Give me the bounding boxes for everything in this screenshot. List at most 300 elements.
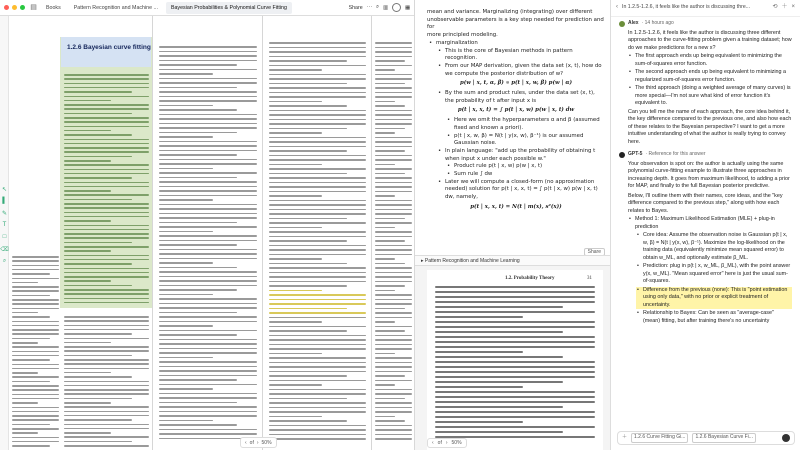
tab-books[interactable]: Books xyxy=(46,4,61,11)
text-line xyxy=(159,240,257,242)
text-line xyxy=(159,366,257,368)
minimize-window-button[interactable] xyxy=(12,5,17,10)
text-line xyxy=(375,218,405,220)
text-line xyxy=(64,225,149,227)
search-icon[interactable]: ⌕ xyxy=(376,4,379,10)
text-line xyxy=(269,312,366,314)
pdf-page-controls xyxy=(240,437,277,448)
text-line xyxy=(375,267,412,269)
text-line xyxy=(12,260,59,262)
text-line xyxy=(64,411,149,413)
marginalization-list xyxy=(436,48,605,79)
text-line xyxy=(64,415,149,417)
text-line xyxy=(159,388,213,390)
pdf-page-4 xyxy=(372,16,414,450)
chat-pane xyxy=(610,0,800,450)
text-line xyxy=(12,428,59,430)
text-line xyxy=(375,83,405,85)
text-line xyxy=(64,355,132,357)
text-line xyxy=(12,333,59,335)
text-line xyxy=(435,346,595,348)
text-line xyxy=(269,150,347,152)
text-line xyxy=(435,426,595,428)
assistant-message-body xyxy=(619,161,792,326)
text-line xyxy=(64,207,149,209)
attach-icon[interactable]: ＋ xyxy=(622,434,628,441)
text-line xyxy=(269,344,366,346)
text-line xyxy=(375,335,412,337)
text-line xyxy=(159,361,257,363)
user-point: • The third approach (doing a weighted average of many curves) is more special—I'm not sure what kind of error function it's equivalent to. xyxy=(628,85,792,108)
text-line xyxy=(12,338,50,340)
text-line xyxy=(64,316,149,318)
text-line xyxy=(64,302,149,304)
text-line xyxy=(12,372,38,374)
text-line xyxy=(375,299,412,301)
text-line xyxy=(375,393,412,395)
text-line xyxy=(12,316,50,318)
text-line xyxy=(269,380,366,382)
text-line xyxy=(64,177,132,179)
text-line xyxy=(64,87,149,89)
text-line xyxy=(12,342,38,344)
text-line xyxy=(64,199,132,201)
text-line xyxy=(375,290,395,292)
text-line xyxy=(435,331,563,333)
text-line xyxy=(12,346,59,348)
panel-icon[interactable]: ▥ xyxy=(382,4,388,11)
text-line xyxy=(269,164,322,166)
text-line xyxy=(375,236,412,238)
maximize-window-button[interactable] xyxy=(20,5,25,10)
text-line xyxy=(12,364,59,366)
section-title: 1.2.6 Bayesian curve fitting xyxy=(67,44,151,51)
intro-line: mean and variance. Marginalizing (integrating) over different xyxy=(427,9,593,15)
text-line xyxy=(159,397,257,399)
text-line xyxy=(269,326,366,328)
user-point: • The second approach ends up being equivalent to minimizing a regularized sum-of-squares error function. xyxy=(628,69,792,84)
text-line xyxy=(12,445,50,447)
user-time: · 14 hours ago xyxy=(641,20,674,26)
text-line xyxy=(269,227,322,229)
pdf-page-1 xyxy=(9,16,152,450)
grid-icon[interactable]: ▦ xyxy=(404,4,410,11)
text-line xyxy=(375,411,412,413)
text-line xyxy=(375,177,412,179)
text-line xyxy=(375,416,395,418)
text-line xyxy=(64,134,132,136)
text-line xyxy=(435,416,595,418)
text-line xyxy=(64,160,111,162)
text-line xyxy=(269,389,366,391)
method-point: • Prediction: plug in p(t | x, w_ML, β_ML), with the point answer y(x, w_ML). "Mean squared error" here is just the usual sum-of-squares. xyxy=(636,263,792,286)
text-line xyxy=(64,428,149,430)
note-bullet: • In plain language: "add up the probability of obtaining t when input x under each possible w." xyxy=(436,148,605,163)
text-line xyxy=(159,123,257,125)
text-line xyxy=(269,429,366,431)
text-line xyxy=(269,78,366,80)
text-line xyxy=(269,173,347,175)
text-line xyxy=(269,186,366,188)
send-icon[interactable] xyxy=(782,434,790,442)
text-line xyxy=(375,339,412,341)
text-line xyxy=(269,105,347,107)
text-line xyxy=(64,381,149,383)
text-line xyxy=(159,51,257,53)
text-line xyxy=(12,351,59,353)
text-line xyxy=(269,425,366,427)
next-page-icon[interactable]: › xyxy=(445,440,448,446)
text-line xyxy=(375,60,405,62)
text-line xyxy=(64,372,111,374)
text-line xyxy=(269,398,347,400)
text-line xyxy=(269,393,366,395)
text-line xyxy=(64,346,149,348)
text-line xyxy=(159,325,213,327)
text-line xyxy=(269,420,347,422)
text-line xyxy=(12,290,59,292)
text-line xyxy=(159,177,237,179)
text-line xyxy=(159,343,257,345)
text-line xyxy=(269,299,366,301)
text-line xyxy=(375,150,405,152)
text-line xyxy=(159,339,257,341)
text-line xyxy=(159,163,257,165)
chat-input[interactable] xyxy=(617,431,795,445)
text-line xyxy=(269,42,366,44)
highlight-tool-icon[interactable]: ▌ xyxy=(2,198,7,204)
text-line xyxy=(64,182,149,184)
history-icon[interactable]: ⟲ xyxy=(772,4,778,11)
text-line xyxy=(64,229,149,231)
note-bullet: • Product rule p(t | x, w) p(w | x, t) xyxy=(445,163,605,171)
text-line xyxy=(159,433,257,435)
text-line xyxy=(12,329,59,331)
text-line xyxy=(375,380,412,382)
text-line xyxy=(375,362,412,364)
text-line xyxy=(64,342,111,344)
text-line xyxy=(435,341,595,343)
text-line xyxy=(269,51,366,53)
top-toolbar xyxy=(0,0,414,16)
page-text xyxy=(263,16,371,450)
text-line xyxy=(12,398,59,400)
text-line xyxy=(375,146,412,148)
text-line xyxy=(269,357,366,359)
text-line xyxy=(64,113,132,115)
user-name: Alex xyxy=(628,20,639,26)
prev-page-icon[interactable]: ‹ xyxy=(245,439,247,446)
text-line xyxy=(269,110,366,112)
text-line xyxy=(12,424,50,426)
text-line xyxy=(375,294,412,296)
text-line xyxy=(269,371,366,373)
text-line xyxy=(269,353,322,355)
text-line xyxy=(435,431,563,433)
window-controls xyxy=(0,5,25,10)
text-line xyxy=(159,375,257,377)
book-page-number: 31 xyxy=(587,276,592,281)
text-line xyxy=(64,285,132,287)
note-bullet: • From our MAP derivation, given the data set (x, t), how do we compute the posterior distribution of w? xyxy=(436,63,605,78)
text-line xyxy=(269,267,366,269)
text-line xyxy=(12,389,59,391)
text-line xyxy=(269,290,322,292)
text-line xyxy=(64,242,132,244)
text-line xyxy=(159,379,237,381)
shape-tool-icon[interactable]: □ xyxy=(2,234,7,240)
text-line xyxy=(159,208,257,210)
text-line xyxy=(375,312,412,314)
text-line xyxy=(375,168,412,170)
text-line xyxy=(159,352,257,354)
text-line xyxy=(375,303,412,305)
prev-page-icon[interactable]: ‹ xyxy=(432,440,434,446)
text-line xyxy=(375,74,412,76)
text-line xyxy=(64,190,111,192)
text-line xyxy=(159,262,213,264)
text-line xyxy=(64,298,149,300)
text-line xyxy=(159,118,257,120)
text-line xyxy=(435,351,523,353)
text-line xyxy=(12,385,59,387)
text-line xyxy=(64,83,149,85)
text-line xyxy=(375,231,412,233)
text-line xyxy=(159,406,257,408)
doc-tab[interactable]: ▸ Pattern Recognition and Machine Learning xyxy=(415,255,611,266)
book-heading: 1.2. Probability Theory xyxy=(505,276,555,281)
zoom-level[interactable]: 50% xyxy=(261,439,272,446)
text-line xyxy=(435,291,595,293)
text-line xyxy=(435,381,563,383)
text-line xyxy=(269,308,347,310)
text-line xyxy=(435,386,523,388)
text-line xyxy=(269,335,366,337)
text-line xyxy=(159,60,257,62)
cursor-tool-icon[interactable]: ↖ xyxy=(1,187,8,193)
share-link[interactable]: Share xyxy=(348,4,363,11)
text-line xyxy=(269,375,347,377)
text-line xyxy=(12,381,50,383)
text-line xyxy=(159,82,257,84)
text-line xyxy=(64,385,149,387)
text-line xyxy=(12,295,50,297)
text-line xyxy=(12,368,59,370)
text-line xyxy=(12,286,59,288)
text-line xyxy=(159,78,257,80)
text-line xyxy=(269,303,366,305)
text-line xyxy=(159,231,213,233)
chat-title: In 1.2.5-1.2.6, it feels like the author is discussing thre... xyxy=(622,4,751,11)
text-line xyxy=(269,155,366,157)
text-line xyxy=(375,438,412,440)
text-line xyxy=(12,321,59,323)
text-line xyxy=(435,376,595,378)
share-button[interactable]: Share xyxy=(584,248,605,256)
toolbar-right xyxy=(349,3,414,12)
text-line xyxy=(64,424,149,426)
text-line xyxy=(375,425,412,427)
text-line xyxy=(159,307,257,309)
text-line xyxy=(64,363,149,365)
text-line xyxy=(64,96,149,98)
account-icon[interactable] xyxy=(392,3,401,12)
search-tool-icon[interactable]: ⌕ xyxy=(2,258,7,264)
text-line xyxy=(269,384,322,386)
page-text xyxy=(9,16,152,450)
text-line xyxy=(375,245,412,247)
text-line xyxy=(12,308,59,310)
text-line xyxy=(12,299,59,301)
text-line xyxy=(375,240,405,242)
method-point-highlighted: • Difference from the previous (none): This is "point estimation using only data," with no prior or explicit treatment of uncertainty. xyxy=(636,287,792,310)
text-line xyxy=(64,194,149,196)
text-line xyxy=(159,204,257,206)
text-line xyxy=(159,280,257,282)
text-line xyxy=(375,317,412,319)
tab-pattern-recognition[interactable]: Pattern Recognition and Machine ... xyxy=(73,4,158,11)
new-chat-icon[interactable]: ＋ xyxy=(781,4,788,11)
text-line xyxy=(269,128,347,130)
back-icon[interactable]: ‹ xyxy=(616,4,618,11)
user-message-body xyxy=(619,30,792,147)
text-line xyxy=(159,334,237,336)
text-line xyxy=(159,132,237,134)
text-line xyxy=(64,91,132,93)
text-line xyxy=(375,51,412,53)
predictive-formula: p(t | x, x, t) = ∫ p(t | x, w) p(w | x, t) dw xyxy=(457,107,575,114)
text-line xyxy=(375,155,412,157)
context-chip[interactable]: 1.2.6 Curve Fitting Gi... xyxy=(631,433,688,443)
text-line xyxy=(375,321,395,323)
text-line xyxy=(269,101,322,103)
text-line xyxy=(159,145,257,147)
text-line xyxy=(64,104,149,106)
text-line xyxy=(12,325,59,327)
text-line xyxy=(159,73,213,75)
pen-tool-icon[interactable]: ✎ xyxy=(1,211,8,217)
assistant-intro: Your observation is spot on: the author is actually using the same polynomial curve-fitting example to illustrate three approaches in increasing depth. It goes from maximum likelihood, to adding a prior for MAP, and finally to the full Bayesian posterior predictive. xyxy=(628,160,790,189)
text-line xyxy=(159,64,237,66)
text-line xyxy=(375,353,395,355)
more-icon[interactable]: ⋯ xyxy=(366,4,372,11)
text-line xyxy=(159,55,257,57)
text-line xyxy=(12,394,59,396)
text-line xyxy=(375,398,405,400)
text-line xyxy=(64,263,132,265)
text-line xyxy=(375,65,412,67)
eraser-tool-icon[interactable]: ⌫ xyxy=(0,247,9,253)
text-line xyxy=(435,326,595,328)
text-line xyxy=(12,355,59,357)
close-icon[interactable]: × xyxy=(791,4,795,11)
page-text xyxy=(372,16,414,450)
text-line xyxy=(375,281,412,283)
assistant-meta xyxy=(619,151,792,159)
text-line xyxy=(269,366,366,368)
text-line xyxy=(64,100,111,102)
text-line xyxy=(159,172,257,174)
note-bullet: • By the sum and product rules, under the data set (x, t), the probability of t after input x is xyxy=(436,90,605,105)
text-line xyxy=(269,249,366,251)
page-indicator: of xyxy=(437,440,442,446)
sidebar-toggle-icon[interactable]: ▤ xyxy=(30,4,37,11)
text-line xyxy=(159,190,257,192)
text-line xyxy=(159,114,257,116)
method-point: • Relationship to Bayes: Can be seen as "average-case" (mean) fitting, but after training there's no uncertainty xyxy=(636,310,792,325)
text-line xyxy=(375,164,395,166)
text-line xyxy=(269,159,366,161)
user-point: • The first approach ends up being equivalent to minimizing the sum-of-squares error function. xyxy=(628,53,792,68)
text-line xyxy=(269,281,366,283)
text-line xyxy=(159,100,257,102)
text-line xyxy=(435,411,595,413)
text-line xyxy=(159,420,213,422)
text-line xyxy=(159,303,257,305)
text-line xyxy=(269,191,366,193)
text-line xyxy=(375,173,405,175)
text-line xyxy=(64,246,149,248)
text-line xyxy=(269,272,366,274)
text-line xyxy=(159,222,237,224)
text-line xyxy=(375,200,412,202)
text-line xyxy=(375,56,412,58)
pdf-page-3 xyxy=(263,16,371,450)
text-line xyxy=(64,350,149,352)
text-line xyxy=(159,154,237,156)
text-line xyxy=(159,298,257,300)
text-line xyxy=(375,227,395,229)
text-line xyxy=(12,415,59,417)
next-page-icon[interactable]: › xyxy=(256,439,259,446)
text-line xyxy=(375,69,395,71)
text-line xyxy=(375,384,395,386)
text-line xyxy=(375,96,412,98)
text-line xyxy=(159,105,213,107)
text-line xyxy=(435,371,595,373)
text-line xyxy=(12,256,59,258)
text-line xyxy=(64,325,149,327)
tab-bayesian-probabilities[interactable]: Bayesian Probabilities & Polynomial Curve Fitting xyxy=(166,2,292,14)
text-line xyxy=(375,132,395,134)
assistant-reference-link[interactable]: · Reference for this answer xyxy=(645,151,706,157)
intro-line: more principled modeling. xyxy=(427,32,498,39)
marginalization-heading: • marginalization xyxy=(427,40,605,48)
text-line xyxy=(159,415,257,417)
text-line xyxy=(64,359,149,361)
text-line xyxy=(435,306,563,308)
context-chip[interactable]: 1.2.6 Bayesian Curve Fi... xyxy=(692,433,756,443)
text-line xyxy=(159,357,213,359)
text-line xyxy=(375,47,412,49)
note-bullet: • p(t | x, w, β) = N(t | y(x, w), β⁻¹) is our assumed Gaussian noise. xyxy=(445,133,605,148)
text-line xyxy=(159,271,257,273)
text-line xyxy=(159,249,257,251)
text-line xyxy=(159,235,257,237)
zoom-level[interactable]: 50% xyxy=(451,440,462,446)
text-line xyxy=(269,407,366,409)
text-tool-icon[interactable]: T xyxy=(2,222,7,228)
text-line xyxy=(12,441,59,443)
text-line xyxy=(64,436,149,438)
text-line xyxy=(375,344,412,346)
close-window-button[interactable] xyxy=(4,5,9,10)
note-bullet: • Later we will compute a closed-form (no approximation needed) solution for p(t | x, x, t) = ∫ p(t | x, w) p(w | x, t) dw, namely, xyxy=(436,179,605,202)
text-line xyxy=(159,109,237,111)
text-line xyxy=(269,137,366,139)
text-line xyxy=(159,136,213,138)
text-line xyxy=(269,276,366,278)
